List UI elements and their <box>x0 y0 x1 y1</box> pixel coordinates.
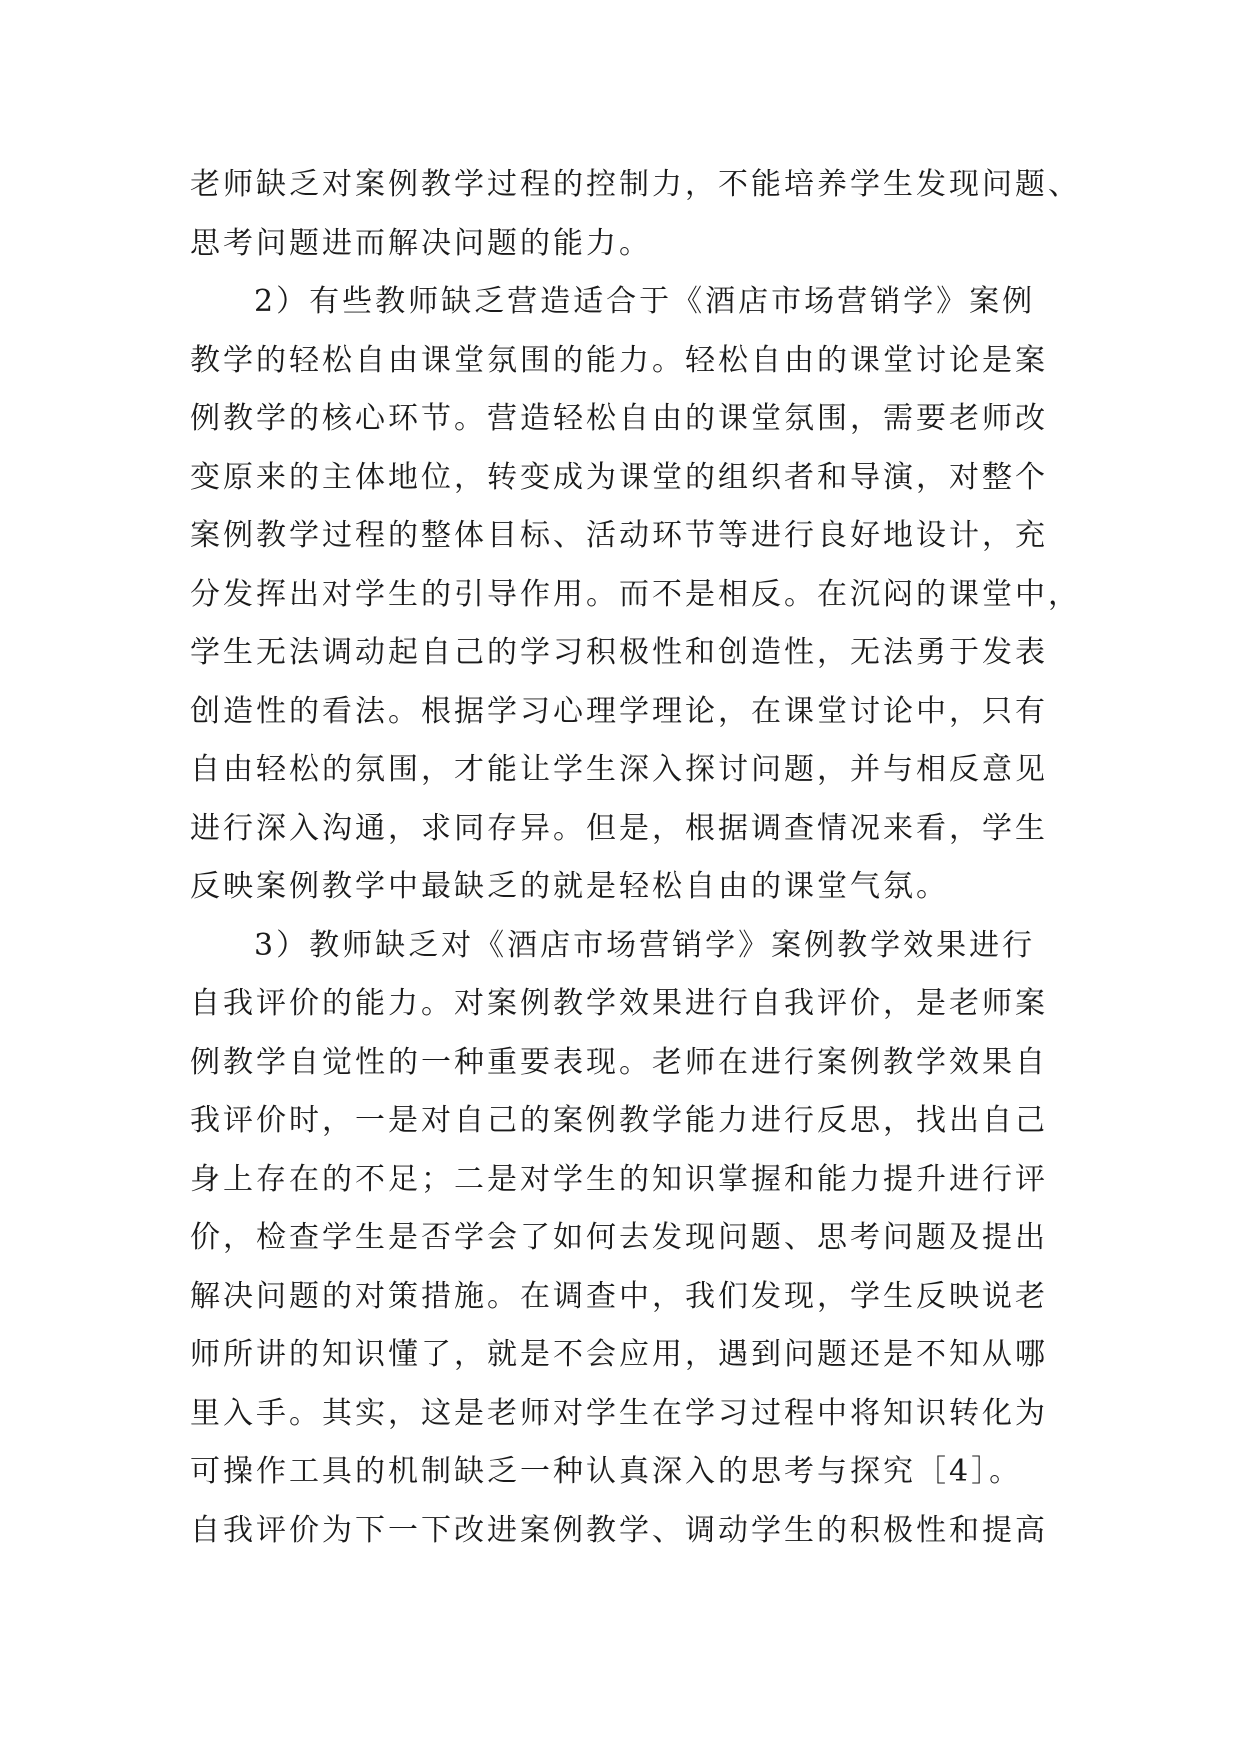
text-line: 变原来的主体地位，转变成为课堂的组织者和导演，对整个 <box>190 459 1048 495</box>
paragraph-start-line: 3）教师缺乏对《酒店市场营销学》案例教学效果进行 <box>254 927 1036 963</box>
text-line: 反映案例教学中最缺乏的就是轻松自由的课堂气氛。 <box>190 869 949 904</box>
text-line: 里入手。其实，这是老师对学生在学习过程中将知识转化为 <box>190 1395 1048 1431</box>
text-line: 我评价时，一是对自己的案例教学能力进行反思，找出自己 <box>190 1103 1048 1138</box>
text-line: 老师缺乏对案例教学过程的控制力，不能培养学生发现问题、 <box>190 167 1081 202</box>
text-line: 进行深入沟通，求同存异。但是，根据调查情况来看，学生 <box>190 810 1048 846</box>
text-line: 解决问题的对策措施。在调查中，我们发现，学生反映说老 <box>190 1278 1048 1314</box>
text-line: 例教学自觉性的一种重要表现。老师在进行案例教学效果自 <box>190 1044 1048 1080</box>
text-line: 思考问题进而解决问题的能力。 <box>190 225 652 261</box>
text-line: 学生无法调动起自己的学习积极性和创造性，无法勇于发表 <box>190 635 1048 670</box>
text-line: 案例教学过程的整体目标、活动环节等进行良好地设计，充 <box>190 518 1048 553</box>
text-line: 分发挥出对学生的引导作用。而不是相反。在沉闷的课堂中， <box>190 576 1081 612</box>
text-line: 自我评价的能力。对案例教学效果进行自我评价，是老师案 <box>190 986 1048 1021</box>
text-line: 自我评价为下一下改进案例教学、调动学生的积极性和提高 <box>190 1512 1048 1548</box>
text-line: 身上存在的不足；二是对学生的知识掌握和能力提升进行评 <box>190 1161 1048 1197</box>
text-line: 创造性的看法。根据学习心理学理论，在课堂讨论中，只有 <box>190 693 1048 729</box>
text-line: 可操作工具的机制缺乏一种认真深入的思考与探究［4］。 <box>190 1454 1023 1489</box>
body-text <box>190 156 1090 1560</box>
text-line: 教学的轻松自由课堂氛围的能力。轻松自由的课堂讨论是案 <box>190 342 1048 378</box>
text-line: 自由轻松的氛围，才能让学生深入探讨问题，并与相反意见 <box>190 752 1048 787</box>
text-line: 例教学的核心环节。营造轻松自由的课堂氛围，需要老师改 <box>190 401 1048 436</box>
text-line: 价，检查学生是否学会了如何去发现问题、思考问题及提出 <box>190 1220 1048 1255</box>
text-line: 师所讲的知识懂了，就是不会应用，遇到问题还是不知从哪 <box>190 1337 1048 1372</box>
paragraph-start-line: 2）有些教师缺乏营造适合于《酒店市场营销学》案例 <box>254 284 1036 319</box>
